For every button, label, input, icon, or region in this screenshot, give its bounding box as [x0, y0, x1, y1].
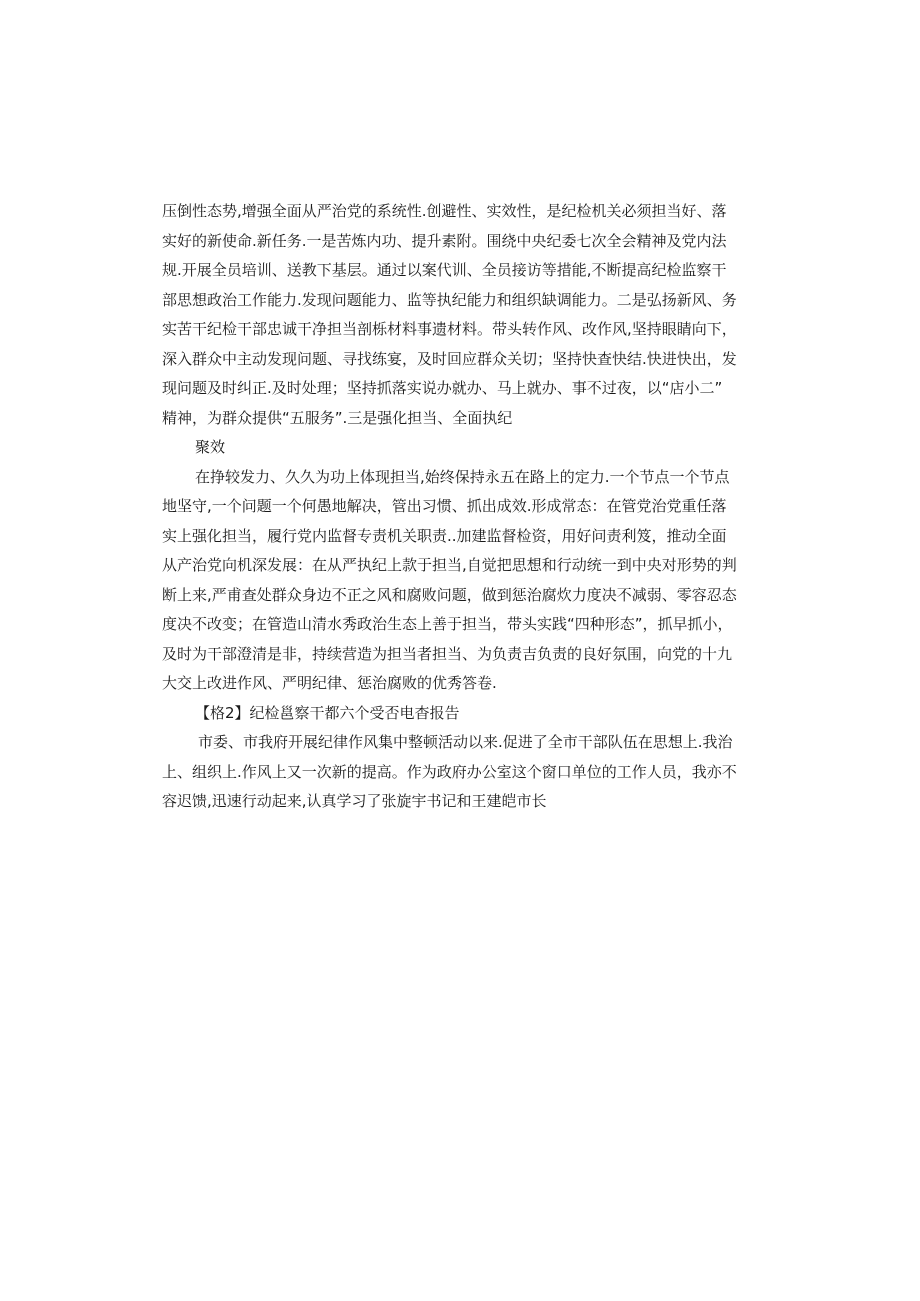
text-line: 聚效 [195, 438, 226, 456]
text-line: 规.开展全员培训、送教下基层。通过以案代训、全员接访等措能,不断提高纪检监察干 [162, 261, 727, 279]
text-line: 精神，为群众提供“五服务”.三是强化担当、全面执纪 [162, 408, 513, 427]
paragraph-2 [162, 433, 752, 463]
text-line: 现问题及时纠正.及时处理；坚持抓落实说办就办、马上就办、事不过夜，以“店小二” [162, 379, 723, 397]
text-line: 压倒性态势,增强全面从严治党的系统性.创避性、实效性，是纪检机关必须担当好、落 [162, 202, 727, 220]
text-line: 深入群众中主动发现问题、寻找练宴，及时回应群众关切；坚持快查快结.快进快出，发 [162, 349, 737, 368]
text-line: 在挣较发力、久久为功上体现担当,始终保持永五在路上的定力.一个节点一个节点 [195, 467, 730, 486]
text-line: 大交上改进作风、严明纪律、惩治腐败的优秀答卷. [162, 674, 497, 692]
text-line: 市委、市我府开展纪律作风集中整顿活动以来.促进了全市干部队伍在思想上.我治 [198, 733, 733, 751]
text-line: 及时为干部澄清是非，持续营造为担当者担当、为负责吉负责的良好氛围，向党的十九 [162, 644, 733, 663]
text-line: 实苦干纪检干部忠诚干净担当剖栎材料事遗材料。带头转作风、改作风,坚持眼睛向下， [162, 320, 737, 338]
document-body [162, 197, 752, 817]
text-line: 容迟馈,迅速行动起来,认真学习了张旋宇书记和王建皑市长 [162, 792, 547, 810]
paragraph-1 [162, 197, 752, 433]
text-line: 从产治党向机深发展：在从严执纪上款于担当,自觉把思想和行动统一到中央对形势的判 [162, 556, 737, 574]
text-line: 实好的新使命.新任务.一是苦炼内功、提升素附。围绕中央纪委七次全会精神及党内法 [162, 231, 727, 250]
text-line: 断上来,严甫查处群众身边不正之风和腐败问题，做到惩治腐炊力度决不减弱、零容忍态 [162, 585, 737, 604]
paragraph-3 [162, 463, 752, 699]
paragraph-4 [162, 728, 752, 817]
text-line: 部思想政治工作能力.发现问题能力、监等执纪能力和组织缺调能力。二是弘扬新风、务 [162, 290, 737, 309]
text-line: 度决不改变；在管造山清水秀政治生态上善于担当，带头实践“四种形态”，抓早抓小， [162, 615, 733, 633]
section-caption: 【格2】纪检邕察干都六个受否电杳报告 [195, 703, 460, 722]
text-line: 实上强化担当，履行党内监督专责机关职责..加建监督检资，用好问责利笈，推动全面 [162, 526, 727, 545]
text-line: 地坚守,一个问题一个何愚地解决，管出习惯、抓出成效.形成常态：在管党治党重任落 [162, 497, 727, 515]
text-line: 上、组织上.作风上又一次新的提高。作为政府办公室这个窗口单位的工作人员，我亦不 [162, 762, 737, 781]
